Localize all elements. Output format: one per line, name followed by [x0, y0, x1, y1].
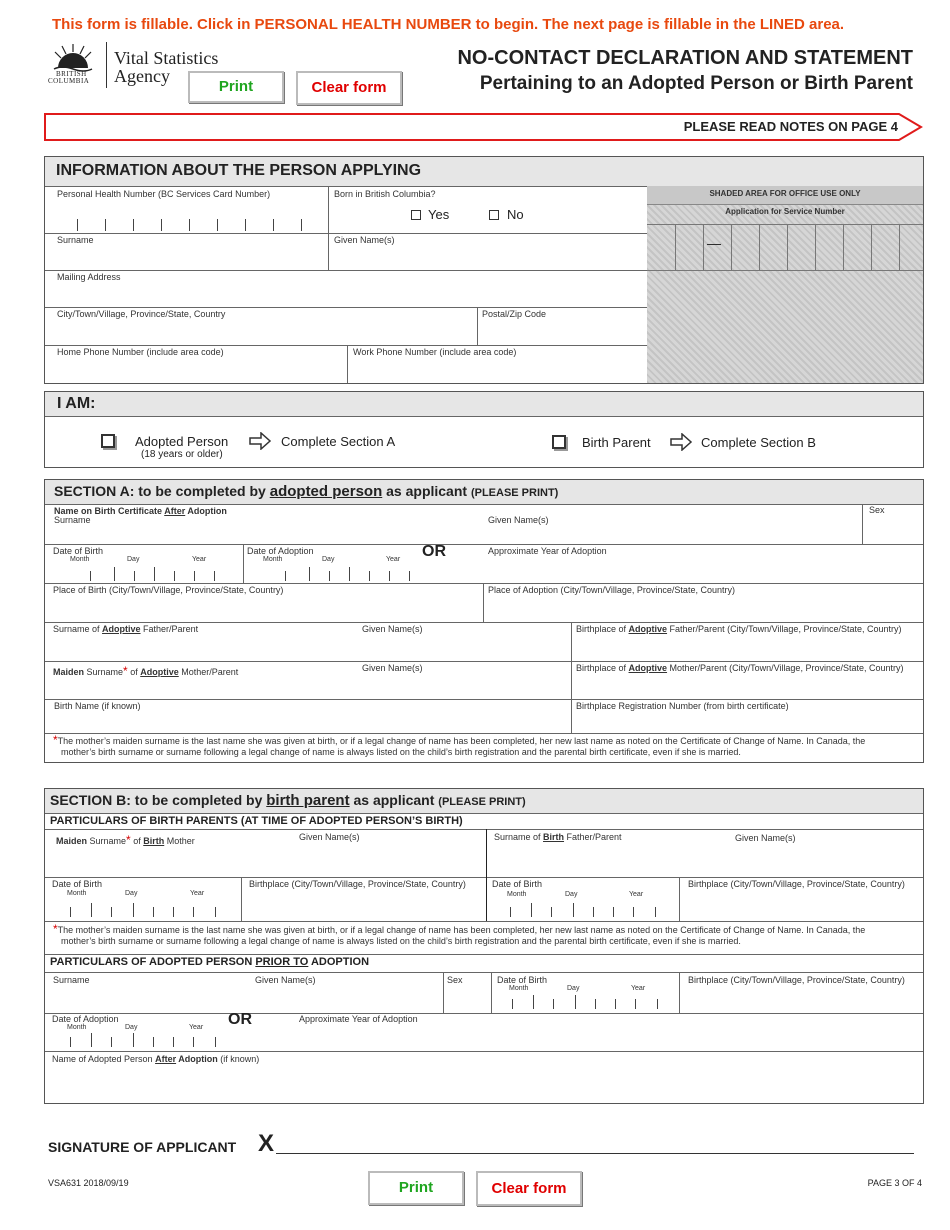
- a-maiden-note: [53, 735, 919, 758]
- notes-banner-text: PLEASE READ NOTES ON PAGE 4: [683, 119, 898, 134]
- adopted-person-checkbox[interactable]: [101, 434, 115, 448]
- name-cert-post: Adoption: [185, 506, 227, 516]
- born-bc-yes-label: Yes: [428, 207, 450, 222]
- applicant-section: [44, 156, 924, 384]
- section-b-header: [45, 789, 923, 814]
- adopted-person-particulars: [50, 956, 369, 968]
- logo-bc-line1: BRITISH: [56, 70, 87, 78]
- date-tick: [551, 907, 552, 917]
- a-doa-month: Month: [263, 556, 283, 563]
- date-tick: [613, 907, 614, 917]
- date-tick: [409, 571, 410, 581]
- date-tick: [111, 907, 112, 917]
- row-line: [45, 270, 647, 271]
- svc-dash: —: [707, 235, 721, 251]
- row-line: [45, 307, 647, 308]
- app-service-number-boxes: [647, 224, 923, 271]
- note-line2: mother’s birth surname or surname following a legal change of name is always listed on the child’s birth registration and the parental birth certificate, even if she is married.: [61, 936, 741, 946]
- lbl-part: Birth: [543, 832, 565, 842]
- b-doa-label: Date of Adoption: [52, 1014, 119, 1024]
- fillable-notice: This form is fillable. Click in PERSONAL HEALTH NUMBER to begin. The next page is fillable in the LINED area.: [52, 16, 845, 33]
- col-line: [243, 544, 244, 583]
- born-bc-yes-checkbox[interactable]: [411, 210, 421, 220]
- b-dob-year: Year: [190, 890, 205, 897]
- bc-logo: [48, 42, 98, 84]
- lbl-part: Adoptive: [628, 624, 668, 634]
- city-label: City/Town/Village, Province/State, Country: [57, 309, 226, 319]
- birth-parent-checkbox[interactable]: [552, 435, 566, 449]
- row-line: [45, 972, 923, 973]
- a-pob-label: Place of Birth (City/Town/Village, Province/State, Country): [53, 585, 284, 595]
- date-tick: [91, 903, 92, 917]
- b-doa-year: Year: [189, 1024, 204, 1031]
- lbl-part: Mother/Parent: [178, 667, 239, 677]
- col-line: [443, 972, 444, 1013]
- svc-box-div: [871, 224, 872, 270]
- note-star: *: [53, 922, 58, 936]
- date-tick: [595, 999, 596, 1009]
- a-reg-number-label: Birthplace Registration Number (from birth certificate): [576, 701, 789, 711]
- clear-form-button-top[interactable]: Clear form: [296, 71, 402, 105]
- col-line: [679, 972, 680, 1013]
- svc-box-div: [703, 224, 704, 270]
- col-line: [483, 583, 484, 622]
- row-line: [45, 544, 923, 545]
- svc-box-div: [731, 224, 732, 270]
- date-tick: [512, 999, 513, 1009]
- lbl-part: Father/Parent: [564, 832, 622, 842]
- svc-box-div: [759, 224, 760, 270]
- svc-box-div: [899, 224, 900, 270]
- phn-tick: [161, 219, 162, 231]
- section-a: [44, 479, 924, 763]
- lbl-part: PARTICULARS OF ADOPTED PERSON: [50, 956, 256, 968]
- arrow-right-icon: [249, 432, 271, 450]
- b-father-dob-label: Date of Birth: [492, 879, 543, 889]
- home-phone-label: Home Phone Number (include area code): [57, 347, 224, 357]
- row-line: [45, 583, 923, 584]
- b-dob-month: Month: [67, 890, 87, 897]
- note-line1: The mother’s maiden surname is the last name she was given at birth, or if a legal change of name has been completed, her new last name as noted on the Certificate of Change of Name. In Canada, the: [57, 925, 866, 935]
- lbl-part: Maiden: [56, 836, 88, 846]
- b-sex-label: Sex: [447, 975, 463, 985]
- lbl-part: PRIOR TO: [255, 956, 309, 968]
- date-tick: [134, 571, 135, 581]
- phn-tick: [273, 219, 274, 231]
- date-tick: [154, 567, 155, 581]
- date-tick: [553, 999, 554, 1009]
- a-adoptive-father-given-label: Given Name(s): [362, 624, 423, 634]
- a-dob-day: Day: [127, 556, 140, 563]
- lbl-part: of: [130, 836, 144, 846]
- b-surname-label: Surname: [53, 975, 90, 985]
- b-father-given-label: Given Name(s): [735, 833, 796, 843]
- signature-label: SIGNATURE OF APPLICANT: [48, 1139, 237, 1155]
- a-doa-label: Date of Adoption: [247, 546, 314, 556]
- a-dob-year: Year: [192, 556, 207, 563]
- date-tick: [215, 1037, 216, 1047]
- complete-section-b-label: Complete Section B: [701, 435, 816, 450]
- lbl-part: Surname: [87, 836, 127, 846]
- app-service-number-label: Application for Service Number: [725, 207, 845, 216]
- b-approx-year-label: Approximate Year of Adoption: [299, 1014, 418, 1024]
- phn-input[interactable]: [55, 201, 325, 231]
- b-maiden-note: [53, 924, 919, 947]
- a-poa-label: Place of Adoption (City/Town/Village, Province/State, Country): [488, 585, 735, 595]
- section-a-heading: [54, 483, 558, 500]
- a-sex-label: Sex: [869, 505, 885, 515]
- date-tick: [657, 999, 658, 1009]
- date-tick: [133, 1033, 134, 1047]
- born-bc-label: Born in British Columbia?: [334, 189, 436, 199]
- phn-tick: [133, 219, 134, 231]
- lbl-part: Birth: [143, 836, 165, 846]
- sun-emblem-icon: [48, 42, 98, 72]
- lbl-part: Father/Parent: [140, 624, 199, 634]
- row-line: [45, 622, 923, 623]
- section-b-please-print: (PLEASE PRINT): [438, 796, 526, 808]
- complete-section-a-label: Complete Section A: [281, 434, 396, 449]
- date-tick: [193, 907, 194, 917]
- applicant-header: [45, 157, 923, 187]
- date-tick: [593, 907, 594, 917]
- lbl-part: Adoptive: [102, 624, 141, 634]
- b-fdob-day: Day: [565, 891, 578, 898]
- a-given-label: Given Name(s): [488, 515, 549, 525]
- date-tick: [309, 567, 310, 581]
- date-tick: [531, 903, 532, 917]
- col-line: [486, 829, 487, 921]
- row-line: [45, 921, 923, 922]
- col-line: [679, 877, 680, 921]
- born-bc-no-checkbox[interactable]: [489, 210, 499, 220]
- a-adoptive-mother-birthplace-label: [576, 663, 903, 673]
- col-line: [328, 186, 329, 270]
- date-tick: [214, 571, 215, 581]
- lbl-part: Maiden: [53, 667, 85, 677]
- lbl-part: After: [155, 1054, 177, 1064]
- date-tick: [575, 995, 576, 1009]
- i-am-heading: I AM:: [57, 395, 96, 412]
- lbl-part: Mother/Parent (City/Town/Village, Province/State, Country): [667, 663, 904, 673]
- date-tick: [91, 1033, 92, 1047]
- lbl-part: Mother: [164, 836, 195, 846]
- row-line: [45, 954, 923, 955]
- a-doa-year: Year: [386, 556, 401, 563]
- date-tick: [174, 571, 175, 581]
- date-tick: [633, 907, 634, 917]
- a-adoptive-father-birthplace-label: [576, 624, 901, 634]
- a-surname-label: Surname: [54, 515, 91, 525]
- i-am-section: [44, 391, 924, 468]
- date-tick: [389, 571, 390, 581]
- b-birth-father-surname-label: [494, 832, 622, 842]
- date-tick: [635, 999, 636, 1009]
- col-line: [241, 877, 242, 921]
- a-dob-month: Month: [70, 556, 90, 563]
- section-b: [44, 788, 924, 1104]
- phn-tick: [105, 219, 106, 231]
- office-use-title: [647, 186, 923, 205]
- date-tick: [90, 571, 91, 581]
- form-number: VSA631 2018/09/19: [48, 1178, 129, 1188]
- b-doa-day: Day: [125, 1024, 138, 1031]
- b-father-birthplace-label: Birthplace (City/Town/Village, Province/State, Country): [688, 879, 905, 889]
- section-b-heading-pre: SECTION B: to be completed by: [50, 792, 267, 808]
- date-tick: [111, 1037, 112, 1047]
- lbl-part: Surname of: [53, 624, 103, 634]
- section-b-heading: [50, 792, 526, 809]
- b-name-after-label: [52, 1054, 259, 1064]
- page-number: PAGE 3 OF 4: [867, 1178, 922, 1188]
- section-a-heading-pre: SECTION A: to be completed by: [54, 483, 270, 499]
- logo-divider: [106, 42, 107, 88]
- form-title: NO-CONTACT DECLARATION AND STATEMENT: [457, 47, 913, 69]
- lbl-part: *: [123, 664, 128, 678]
- i-am-header: [45, 392, 923, 417]
- b-doa-month: Month: [67, 1024, 87, 1031]
- office-use-label: SHADED AREA FOR OFFICE USE ONLY: [709, 189, 861, 198]
- lbl-part: of: [127, 667, 141, 677]
- work-phone-label: Work Phone Number (include area code): [353, 347, 517, 357]
- lbl-part: Surname of: [494, 832, 544, 842]
- b-mother-dob-label: Date of Birth: [52, 879, 103, 889]
- b-or-label: OR: [228, 1011, 252, 1028]
- signature-x: X: [258, 1130, 275, 1157]
- note-line2: mother’s birth surname or surname following a legal change of name is always listed on the child’s birth registration and the parental birth certificate, even if she is married.: [61, 747, 741, 757]
- lbl-part: Birthplace of: [576, 624, 629, 634]
- b-fdob-month: Month: [507, 891, 527, 898]
- mailing-address-label: Mailing Address: [57, 272, 121, 282]
- svc-box-div: [843, 224, 844, 270]
- b-dob-day: Day: [125, 890, 138, 897]
- row-line: [45, 733, 923, 734]
- birth-parent-label: Birth Parent: [582, 435, 651, 450]
- lbl-part: Adoptive: [628, 663, 668, 673]
- a-birth-name-label: Birth Name (if known): [54, 701, 141, 711]
- b-adopted-dob-label: Date of Birth: [497, 975, 548, 985]
- col-line: [571, 622, 572, 733]
- row-line: [45, 1051, 923, 1052]
- date-tick: [329, 571, 330, 581]
- adopted-person-sub: (18 years or older): [141, 449, 223, 460]
- lbl-part: ADOPTION: [308, 956, 370, 968]
- signature-line[interactable]: [276, 1153, 914, 1154]
- date-tick: [615, 999, 616, 1009]
- note-line1: The mother’s maiden surname is the last name she was given at birth, or if a legal change of name has been completed, her new last name as noted on the Certificate of Change of Name. In Canada, the: [57, 736, 866, 746]
- date-tick: [194, 571, 195, 581]
- date-tick: [655, 907, 656, 917]
- b-adob-year: Year: [631, 985, 646, 992]
- phn-tick: [189, 219, 190, 231]
- svc-box-div: [815, 224, 816, 270]
- row-line: [45, 699, 923, 700]
- a-or-label: OR: [422, 543, 446, 560]
- svc-box-div: [787, 224, 788, 270]
- lbl-part: (if known): [217, 1054, 260, 1064]
- section-b-heading-post: as applicant: [349, 792, 439, 808]
- note-star: *: [53, 733, 58, 747]
- adopted-person-label: Adopted Person: [135, 434, 229, 449]
- date-tick: [369, 571, 370, 581]
- row-line: [45, 1013, 923, 1014]
- phn-tick: [77, 219, 78, 231]
- date-tick: [70, 1037, 71, 1047]
- a-adoptive-father-surname-label: [53, 624, 198, 634]
- section-a-please-print: (PLEASE PRINT): [470, 487, 559, 499]
- name-cert-em: After: [164, 506, 186, 516]
- phn-tick: [217, 219, 218, 231]
- b-given-label: Given Name(s): [255, 975, 316, 985]
- b-adob-month: Month: [509, 985, 529, 992]
- lbl-part: Adoption: [176, 1054, 218, 1064]
- lbl-part: Name of Adopted Person: [52, 1054, 156, 1064]
- section-a-header: [45, 480, 923, 505]
- date-tick: [573, 903, 574, 917]
- col-line: [477, 307, 478, 345]
- a-approx-year-label: Approximate Year of Adoption: [488, 546, 607, 556]
- row-line: [45, 661, 923, 662]
- section-a-heading-em: adopted person: [269, 483, 383, 500]
- date-tick: [70, 907, 71, 917]
- date-tick: [173, 1037, 174, 1047]
- date-tick: [193, 1037, 194, 1047]
- row-line: [45, 233, 647, 234]
- date-tick: [153, 1037, 154, 1047]
- row-line: [45, 877, 923, 878]
- col-line: [862, 505, 863, 544]
- date-tick: [114, 567, 115, 581]
- phn-label: Personal Health Number (BC Services Card Number): [57, 189, 271, 199]
- date-tick: [533, 995, 534, 1009]
- a-dob-label: Date of Birth: [53, 546, 104, 556]
- born-bc-no-label: No: [507, 207, 524, 222]
- b-adob-day: Day: [567, 985, 580, 992]
- b-maiden-birth-mother-label: [56, 833, 195, 847]
- section-a-heading-post: as applicant: [382, 483, 471, 499]
- b-fdob-year: Year: [629, 891, 644, 898]
- date-tick: [173, 907, 174, 917]
- date-tick: [349, 567, 350, 581]
- postal-code-label: Postal/Zip Code: [482, 309, 547, 319]
- svc-box-div: [675, 224, 676, 270]
- agency-name-2: Agency: [114, 66, 170, 86]
- agency-name-1: Vital Statistics: [114, 48, 219, 68]
- surname-label: Surname: [57, 235, 94, 245]
- b-mother-given-label: Given Name(s): [299, 832, 360, 842]
- a-adoptive-mother-surname-label: [53, 664, 238, 678]
- date-tick: [510, 907, 511, 917]
- b-adopted-birthplace-label: Birthplace (City/Town/Village, Province/State, Country): [688, 975, 905, 985]
- applicant-heading: INFORMATION ABOUT THE PERSON APPLYING: [56, 162, 422, 179]
- date-tick: [215, 907, 216, 917]
- phn-tick: [245, 219, 246, 231]
- logo-bc-line2: COLUMBIA: [48, 77, 90, 85]
- name-cert-pre: Name on Birth Certificate: [54, 506, 165, 516]
- date-tick: [133, 903, 134, 917]
- print-button-top[interactable]: Print: [188, 71, 284, 103]
- row-line: [45, 829, 923, 830]
- section-b-heading-em: birth parent: [266, 792, 350, 809]
- birth-parents-particulars: PARTICULARS OF BIRTH PARENTS (AT TIME OF ADOPTED PERSON’S BIRTH): [50, 815, 463, 827]
- lbl-part: Adoptive: [140, 667, 179, 677]
- date-tick: [285, 571, 286, 581]
- date-tick: [153, 907, 154, 917]
- lbl-part: *: [126, 833, 131, 847]
- col-line: [347, 345, 348, 383]
- phn-tick: [301, 219, 302, 231]
- arrow-right-icon: [670, 433, 692, 451]
- given-name-label: Given Name(s): [334, 235, 395, 245]
- clear-form-button-bottom[interactable]: Clear form: [476, 1171, 582, 1206]
- row-line: [45, 345, 647, 346]
- lbl-part: Surname: [84, 667, 124, 677]
- form-subtitle: Pertaining to an Adopted Person or Birth Parent: [479, 73, 913, 94]
- b-mother-birthplace-label: Birthplace (City/Town/Village, Province/State, Country): [249, 879, 466, 889]
- col-line: [491, 972, 492, 1013]
- lbl-part: Birthplace of: [576, 663, 629, 673]
- a-adoptive-mother-given-label: Given Name(s): [362, 663, 423, 673]
- print-button-bottom[interactable]: Print: [368, 1171, 464, 1205]
- a-doa-day: Day: [322, 556, 335, 563]
- lbl-part: Father/Parent (City/Town/Village, Province/State, Country): [667, 624, 902, 634]
